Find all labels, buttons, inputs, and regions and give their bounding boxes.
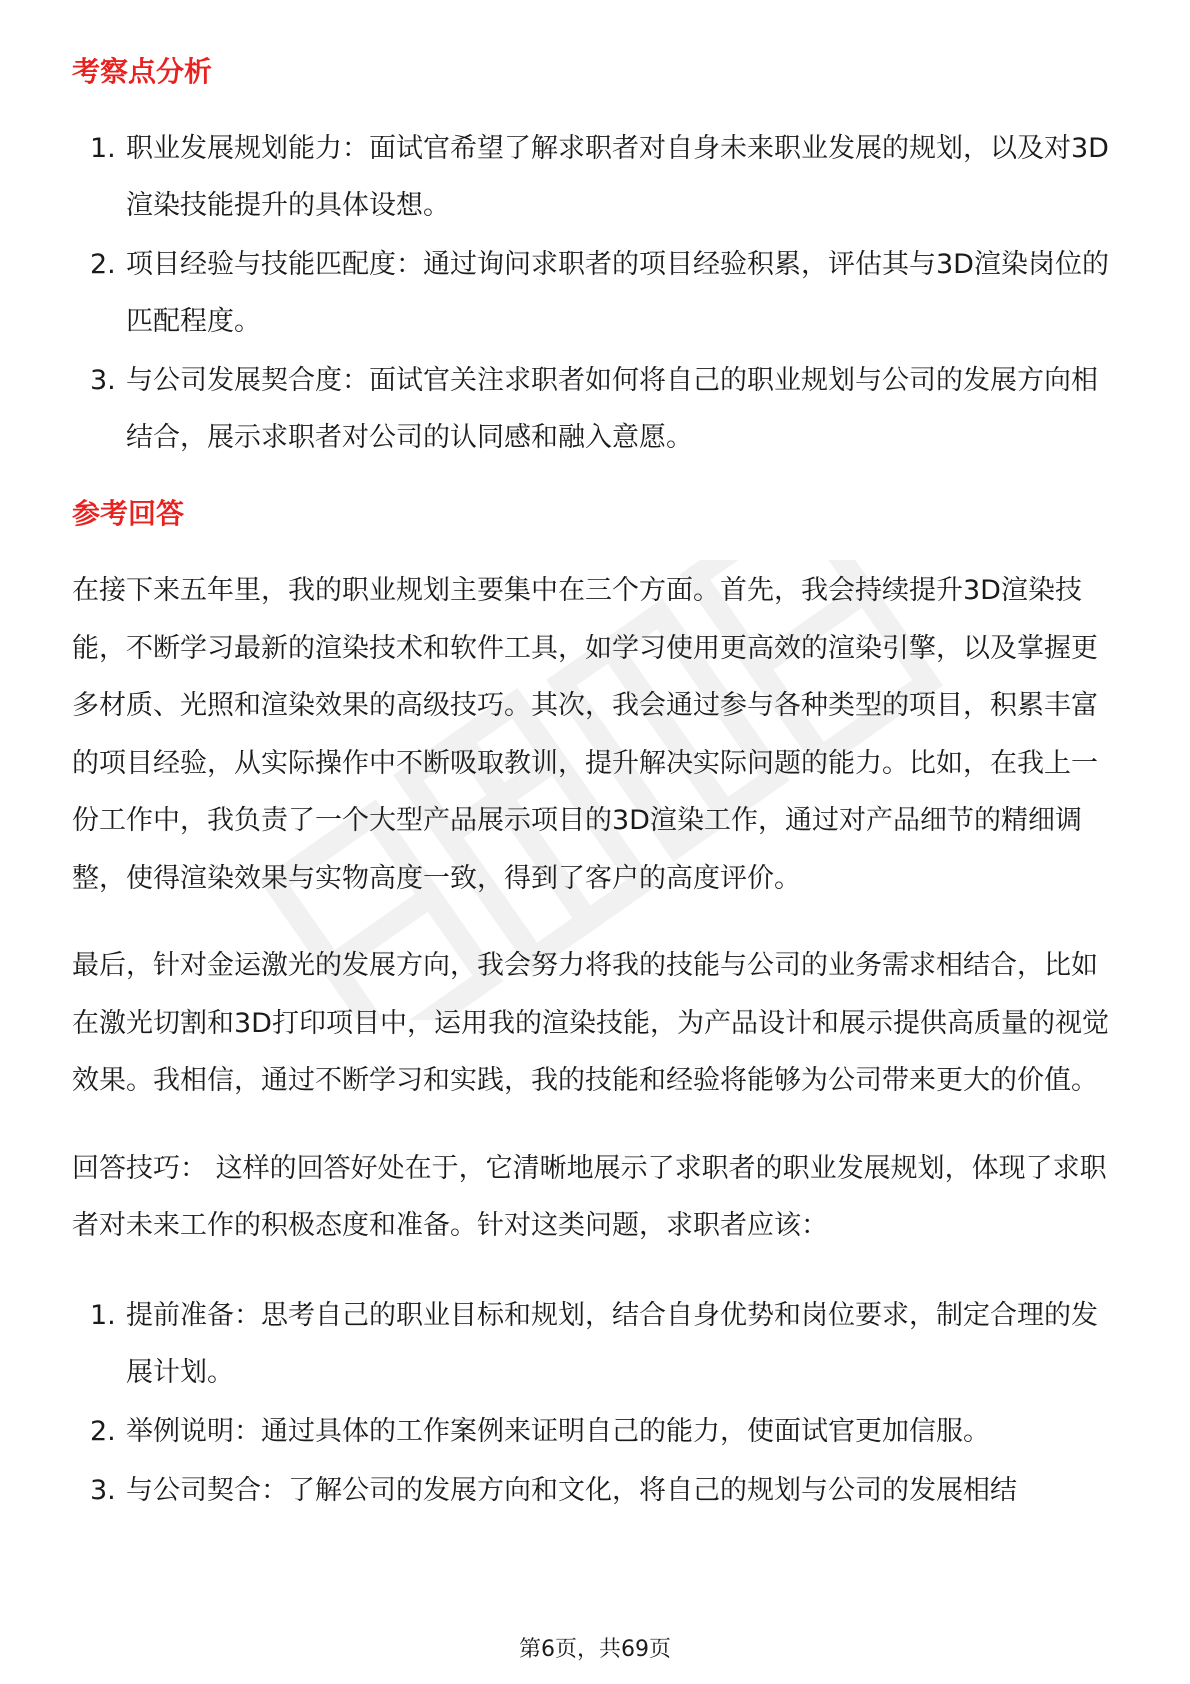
list-item-number: 3. — [90, 365, 116, 396]
list-item-text: 与公司契合：了解公司的发展方向和文化，将自己的规划与公司的发展相结 — [126, 1474, 1017, 1506]
list-item-number: 3. — [90, 1474, 116, 1506]
list-item-number: 1. — [90, 133, 116, 164]
list-item — [72, 1287, 1122, 1401]
list-item-text: 提前准备：思考自己的职业目标和规划，结合自身优势和岗位要求，制定合理的发展计划。 — [126, 1299, 1098, 1388]
list-item — [72, 236, 1122, 350]
tips-list — [72, 1287, 1122, 1519]
list-item-text: 举例说明：通过具体的工作案例来证明自己的能力，使面试官更加信服。 — [126, 1415, 990, 1447]
analysis-list — [72, 120, 1122, 466]
section-title-reference-answer: 参考回答 — [72, 497, 185, 530]
page-number-footer: 第6页，共69页 — [519, 1637, 671, 1662]
list-item-text: 与公司发展契合度：面试官关注求职者如何将自己的职业规划与公司的发展方向相结合，展示求职者对公司的认同感和融入意愿。 — [126, 365, 1098, 453]
list-item-number: 1. — [90, 1299, 116, 1331]
answer-tips-intro: 回答技巧： 这样的回答好处在于，它清晰地展示了求职者的职业发展规划，体现了求职者对未来工作的积极态度和准备。针对这类问题，求职者应该： — [72, 1152, 1107, 1241]
list-item-text: 项目经验与技能匹配度：通过询问求职者的项目经验积累，评估其与3D渲染岗位的匹配程度。 — [126, 249, 1109, 337]
answer-paragraph-1: 在接下来五年里，我的职业规划主要集中在三个方面。首先，我会持续提升3D渲染技能，不断学习最新的渲染技术和软件工具，如学习使用更高效的渲染引擎，以及掌握更多材质、光照和渲染效果的高级技巧。其次，我会通过参与各种类型的项目，积累丰富的项目经验，从实际操作中不断吸取教训，提升解决实际问题的能力。比如，在我上一份工作中，我负责了一个大型产品展示项目的3D渲染工作，通过对产品细节的精细调整，使得渲染效果与实物高度一致，得到了客户的高度评价。 — [72, 575, 1098, 894]
list-item — [72, 352, 1122, 466]
document-content — [72, 44, 1122, 1521]
list-item-number: 2. — [90, 1415, 116, 1447]
answer-paragraph-2: 最后，针对金运激光的发展方向，我会努力将我的技能与公司的业务需求相结合，比如在激光切割和3D打印项目中，运用我的渲染技能，为产品设计和展示提供高质量的视觉效果。我相信，通过不断学习和实践，我的技能和经验将能够为公司带来更大的价值。 — [72, 950, 1109, 1096]
list-item-number: 2. — [90, 249, 116, 280]
list-item — [72, 120, 1122, 234]
list-item — [72, 1462, 1122, 1519]
list-item-text: 职业发展规划能力：面试官希望了解求职者对自身未来职业发展的规划，以及对3D渲染技能提升的具体设想。 — [126, 133, 1109, 221]
list-item — [72, 1403, 1122, 1460]
section-title-analysis: 考察点分析 — [72, 55, 213, 88]
